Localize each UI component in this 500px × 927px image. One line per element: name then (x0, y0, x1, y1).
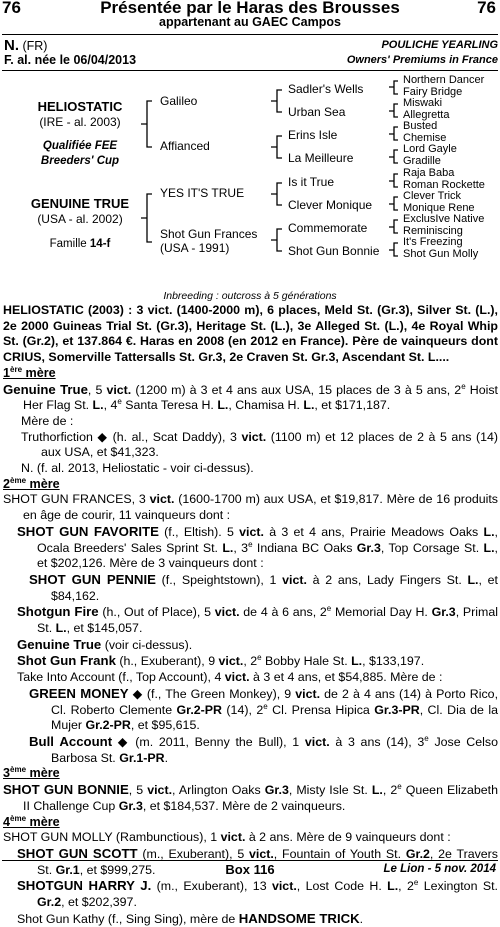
g3-6: Clever Monique (288, 198, 373, 212)
g3-3: Erins Isle (288, 128, 338, 142)
g4-13: ExclusIve Native (403, 213, 485, 225)
sire-dam: Affianced (160, 139, 210, 153)
section-2eme-mere: 2ème mère (3, 475, 60, 491)
g4-3: Miswaki (403, 97, 443, 109)
dam-record: Genuine True, 5 vict. (1200 m) à 3 et 4 ans aux USA, 15 places de 3 à 5 ans, 2e Hoist Her Flag St. L., 4e Santa Teresa H. L., Chamisa H. L., et $171,187. (3, 381, 498, 413)
third-dam-record: SHOT GUN BONNIE, 5 vict., Arlington Oaks Gr.3, Misty Isle St. L., 2e Queen Elizabeth II Challenge Cup Gr.3, et $184,537. Mère de 2 vainqueurs. (3, 781, 498, 813)
g4-15: It's Freezing (403, 236, 463, 248)
g4-9: Raja Baba (403, 167, 455, 179)
lot-number-right: 76 (477, 0, 496, 17)
g4-5: Busted (403, 120, 438, 132)
produce-shot-gun-kathy: Shot Gun Kathy (f., Sing Sing), mère de HANDSOME TRICK. (17, 910, 364, 926)
dam-detail: (USA - al. 2002) (37, 212, 123, 226)
g3-5: Is it True (288, 175, 335, 189)
g4-12: Monique Rene (403, 202, 475, 214)
dam-name: GENUINE TRUE (30, 196, 130, 211)
header-rule (2, 34, 498, 35)
g3-2: Urban Sea (288, 105, 346, 119)
g4-10: Roman Rockette (403, 179, 485, 191)
horse-row (4, 37, 498, 53)
produce-truthofriction: Truthorfiction ◆ (h. al., Scat Daddy), 3 vict. (1100 m) et 12 places de 2 à 5 ans (14) aux USA, et $41,323. (21, 429, 498, 460)
page-header (0, 0, 500, 30)
horse-category: POULICHE YEARLING (381, 39, 498, 51)
horse-name: N. (4, 37, 19, 54)
g4-8: Gradille (403, 155, 441, 167)
g4-7: Lord Gayle (403, 143, 457, 155)
sire-name: HELIOSTATIC (37, 99, 123, 114)
section-4eme-mere: 4ème mère (3, 813, 60, 829)
catalogue-body (3, 303, 498, 927)
g4-2: Fairy Bridge (403, 86, 463, 98)
section-3eme-mere: 3ème mère (3, 765, 60, 781)
sire-summary: HELIOSTATIC (2003) : 3 vict. (1400-2000 m), 6 places, Meld St. (Gr.3), Silver St. (L.), 2e 2000 Guineas Trial St. (Gr.3), Heritage St. (L.), 3e Alleged St. (L.), 4e Royal Whip St. (Gr.2), et 137.864 €. Haras en 2008 (en 2012 en France). Père de vainqueurs dont CRIUS, Somerville Tattersalls St. Gr.3, 2e Craven St. Gr.3, Ascendant St. L.... (3, 303, 498, 365)
g4-4: Allegretta (403, 109, 450, 121)
produce-shot-gun-frank: Shot Gun Frank (h., Exuberant), 9 vict., 2e Bobby Hale St. L., $133,197. (17, 653, 425, 669)
dob-row (4, 53, 498, 69)
inbreeding-note: Inbreeding : outcross à 5 générations (163, 290, 337, 302)
dam-dam: Shot Gun Frances (160, 227, 258, 241)
g3-7: Commemorate (288, 221, 368, 235)
dam-record-mere-de: Mère de : (21, 413, 74, 428)
page-subtitle: appartenant au GAEC Campos (159, 15, 341, 29)
box-number: Box 116 (225, 862, 275, 877)
dam-sire: YES IT'S TRUE (160, 186, 245, 200)
produce-shot-gun-pennie: SHOT GUN PENNIE (f., Speightstown), 1 vict. à 2 ans, Lady Fingers St. L., et $84,162. (29, 571, 498, 603)
g3-4: La Meilleure (288, 151, 354, 165)
produce-genuine-true: Genuine True (voir ci-dessus). (17, 636, 193, 652)
produce-shotgun-fire: Shotgun Fire (h., Out of Place), 5 vict. de 4 à 6 ans, 2e Memorial Day H. Gr.3, Primal St. L., et $145,057. (17, 604, 498, 636)
lot-number-left: 76 (2, 0, 21, 17)
g3-1: Sadler's Wells (288, 82, 364, 96)
g4-11: Clever Trick (403, 190, 462, 202)
fourth-dam-record: SHOT GUN MOLLY (Rambunctious), 1 vict. à 2 ans. Mère de 9 vainqueurs dont : (3, 830, 451, 845)
g4-16: Shot Gun Molly (403, 248, 479, 260)
page-footer (0, 862, 500, 878)
owners-premiums: Owners' Premiums in France (346, 54, 498, 66)
produce-green-money: GREEN MONEY ◆ (f., The Green Monkey), 9 vict. de 2 à 4 ans (14) à Porto Rico, Cl. Roberto Clemente Gr.2-PR (14), 2e Cl. Prensa Hipica Gr.3-PR, Cl. Dia de la Mujer Gr.2-PR, et $95,615. (29, 685, 499, 733)
g4-1: Northern Dancer (403, 74, 485, 86)
produce-n: N. (f. al. 2013, Heliostatic - voir ci-dessus). (21, 461, 254, 476)
footer-rule (2, 860, 498, 861)
dam-dam-detail: (USA - 1991) (160, 241, 230, 255)
horse-dob: F. al. née le 06/04/2013 (4, 53, 137, 67)
second-dam-record: SHOT GUN FRANCES, 3 vict. (1600-1700 m) aux USA, et $19,817. Mère de 16 produits en âge de courir, 11 vainqueurs dont : (3, 492, 499, 523)
horse-origin: (FR) (22, 39, 48, 53)
dam-family: Famille 14-f (49, 238, 111, 250)
produce-shot-gun-favorite: SHOT GUN FAVORITE (f., Eltish). 5 vict. à 3 et 4 ans, Prairie Meadows Oaks L., Ocala Breeders' Sales Sprint St. L., 3e Indiana BC Oaks Gr.3, Top Corsage St. L., et $202,126. Mère de 3 vainqueurs dont : (17, 523, 498, 571)
sire-qualification-2: Breeders' Cup (40, 155, 120, 167)
g4-14: Reminiscing (403, 225, 463, 237)
sire-detail: (IRE - al. 2003) (39, 115, 121, 129)
page-title: Présentée par le Haras des Brousses (100, 0, 400, 17)
footer-source: Le Lion - 5 nov. 2014 (383, 863, 496, 875)
produce-shot-gun-scott: SHOT GUN SCOTT (m., Exuberant), 5 vict., Fountain of Youth St. Gr.2, 2e Travers St. Gr.1, et $999,275. (17, 845, 498, 877)
pedigree-top-rule (2, 70, 498, 71)
g4-6: Chemise (403, 132, 447, 144)
produce-shotgun-harry-j: SHOTGUN HARRY J. (m., Exuberant), 13 vict., Lost Code H. L., 2e Lexington St. Gr.2, et $202,397. (17, 878, 498, 910)
sire-sire: Galileo (160, 94, 198, 108)
produce-bull-account: Bull Account ◆ (m. 2011, Benny the Bull), 1 vict. à 3 ans (14), 3e Jose Celso Barbosa St. Gr.1-PR. (29, 733, 498, 765)
section-1ere-mere: 1ère mère (3, 364, 56, 380)
produce-take-into-account: Take Into Account (f., Top Account), 4 vict. à 3 et 4 ans, et $54,885. Mère de : (17, 670, 443, 685)
g3-8: Shot Gun Bonnie (288, 244, 380, 258)
sire-qualification-1: Qualifiée FEE (42, 140, 118, 152)
pedigree-table (0, 72, 500, 300)
